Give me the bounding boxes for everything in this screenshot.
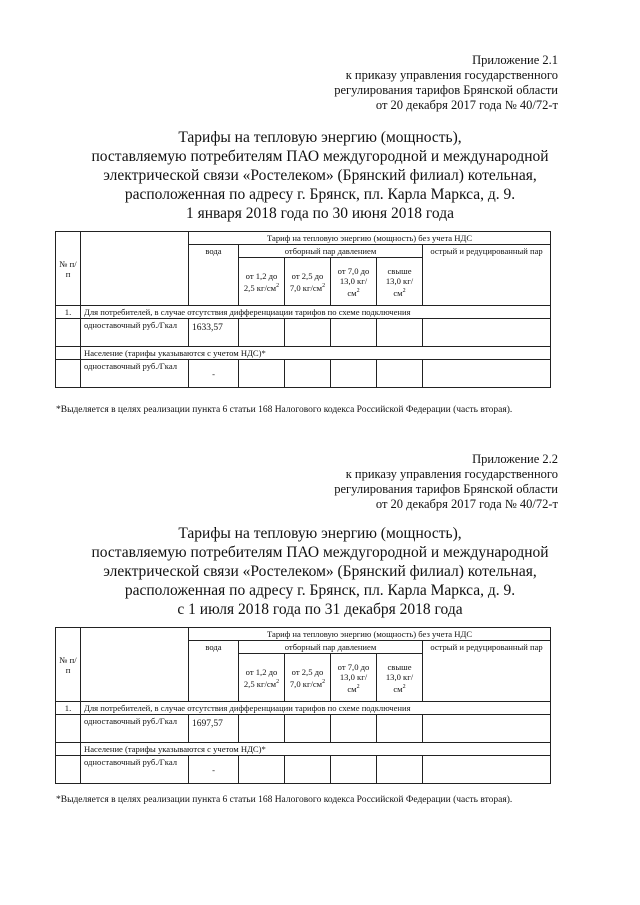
water-header: вода bbox=[189, 641, 239, 702]
steam-pressure-4: свыше 13,0 $кг/см^2$ bbox=[377, 258, 423, 306]
appendix-date-line: от 20 декабря 2017 года № 40/72-т bbox=[375, 98, 558, 112]
table-row bbox=[56, 347, 551, 360]
rate-type: одноставочный руб./Гкал bbox=[81, 756, 189, 784]
title-line: электрической связи «Ростелеком» (Брянский филиал) котельная, bbox=[103, 167, 537, 184]
table-row bbox=[56, 360, 551, 388]
title-period: 1 января 2018 года по 30 июня 2018 года bbox=[186, 205, 454, 222]
rate-type: одноставочный руб./Гкал bbox=[81, 319, 189, 347]
appendix-authority-line: регулирования тарифов Брянской области bbox=[334, 482, 558, 496]
steam-pressure-3: от 7,0 до 13,0 $кг/см^2$ bbox=[331, 654, 377, 702]
consumer-category: Для потребителей, в случае отсутствия дифференциации тарифов по схеме подключения bbox=[81, 702, 551, 715]
steam-pressure-1: от 1,2 до 2,5 $кг/см^2$ bbox=[239, 654, 285, 702]
document-title bbox=[40, 524, 600, 619]
title-line: электрической связи «Ростелеком» (Брянский филиал) котельная, bbox=[103, 563, 537, 580]
population-category: Население (тарифы указываются с учетом НДС)* bbox=[81, 347, 551, 360]
steam-pressure-2: от 2,5 до 7,0 $кг/см^2$ bbox=[285, 258, 331, 306]
title-line: поставляемую потребителям ПАО междугородной и международной bbox=[91, 544, 549, 561]
tariff-value-dash: - bbox=[189, 756, 239, 784]
table-row bbox=[56, 756, 551, 784]
appendix-order-line: к приказу управления государственного bbox=[345, 68, 558, 82]
footnote: *Выделяется в целях реализации пункта 6 статьи 168 Налогового кодекса Российской Федерации (часть вторая). bbox=[56, 795, 513, 805]
appendix-header bbox=[334, 53, 558, 113]
steam-pressure-1: от 1,2 до 2,5 $кг/см^2$ bbox=[239, 258, 285, 306]
sharp-steam-header: острый и редуцированный пар bbox=[423, 245, 551, 306]
table-row bbox=[56, 715, 551, 743]
population-category: Население (тарифы указываются с учетом НДС)* bbox=[81, 743, 551, 756]
column-number-header: № п/п bbox=[56, 628, 81, 702]
table-row bbox=[56, 319, 551, 347]
empty-cell bbox=[81, 232, 189, 306]
appendix-header bbox=[334, 452, 558, 512]
tariff-header: Тариф на тепловую энергию (мощность) без учета НДС bbox=[189, 232, 551, 245]
steam-header: отборный пар давлением bbox=[239, 245, 423, 258]
column-number-header: № п/п bbox=[56, 232, 81, 306]
water-header: вода bbox=[189, 245, 239, 306]
empty-cell bbox=[81, 628, 189, 702]
title-line: расположенная по адресу г. Брянск, пл. Карла Маркса, д. 9. bbox=[124, 186, 516, 203]
tariff-value: 1697,57 bbox=[189, 715, 239, 743]
table-row bbox=[56, 628, 551, 641]
appendix-order-line: к приказу управления государственного bbox=[345, 467, 558, 481]
steam-header: отборный пар давлением bbox=[239, 641, 423, 654]
rate-type: одноставочный руб./Гкал bbox=[81, 360, 189, 388]
tariff-value: 1633,57 bbox=[189, 319, 239, 347]
document-title bbox=[40, 128, 600, 223]
title-line: Тарифы на тепловую энергию (мощность), bbox=[178, 525, 462, 542]
appendix-number: Приложение 2.1 bbox=[472, 53, 558, 67]
footnote: *Выделяется в целях реализации пункта 6 статьи 168 Налогового кодекса Российской Федерации (часть вторая). bbox=[56, 405, 513, 415]
title-line: расположенная по адресу г. Брянск, пл. Карла Маркса, д. 9. bbox=[124, 582, 516, 599]
steam-pressure-3: от 7,0 до 13,0 $кг/см^2$ bbox=[331, 258, 377, 306]
row-number: 1. bbox=[56, 702, 81, 715]
table-row bbox=[56, 232, 551, 245]
title-period: с 1 июля 2018 года по 31 декабря 2018 года bbox=[177, 601, 463, 618]
rate-type: одноставочный руб./Гкал bbox=[81, 715, 189, 743]
consumer-category: Для потребителей, в случае отсутствия дифференциации тарифов по схеме подключения bbox=[81, 306, 551, 319]
tariff-value-dash: - bbox=[189, 360, 239, 388]
sharp-steam-header: острый и редуцированный пар bbox=[423, 641, 551, 702]
appendix-date-line: от 20 декабря 2017 года № 40/72-т bbox=[375, 497, 558, 511]
steam-pressure-4: свыше 13,0 $кг/см^2$ bbox=[377, 654, 423, 702]
tariff-table bbox=[55, 627, 551, 784]
tariff-header: Тариф на тепловую энергию (мощность) без учета НДС bbox=[189, 628, 551, 641]
table-row bbox=[56, 306, 551, 319]
row-number: 1. bbox=[56, 306, 81, 319]
table-row bbox=[56, 702, 551, 715]
title-line: Тарифы на тепловую энергию (мощность), bbox=[178, 129, 462, 146]
table-row bbox=[56, 743, 551, 756]
steam-pressure-2: от 2,5 до 7,0 $кг/см^2$ bbox=[285, 654, 331, 702]
tariff-table bbox=[55, 231, 551, 388]
appendix-authority-line: регулирования тарифов Брянской области bbox=[334, 83, 558, 97]
title-line: поставляемую потребителям ПАО междугородной и международной bbox=[91, 148, 549, 165]
appendix-number: Приложение 2.2 bbox=[472, 452, 558, 466]
